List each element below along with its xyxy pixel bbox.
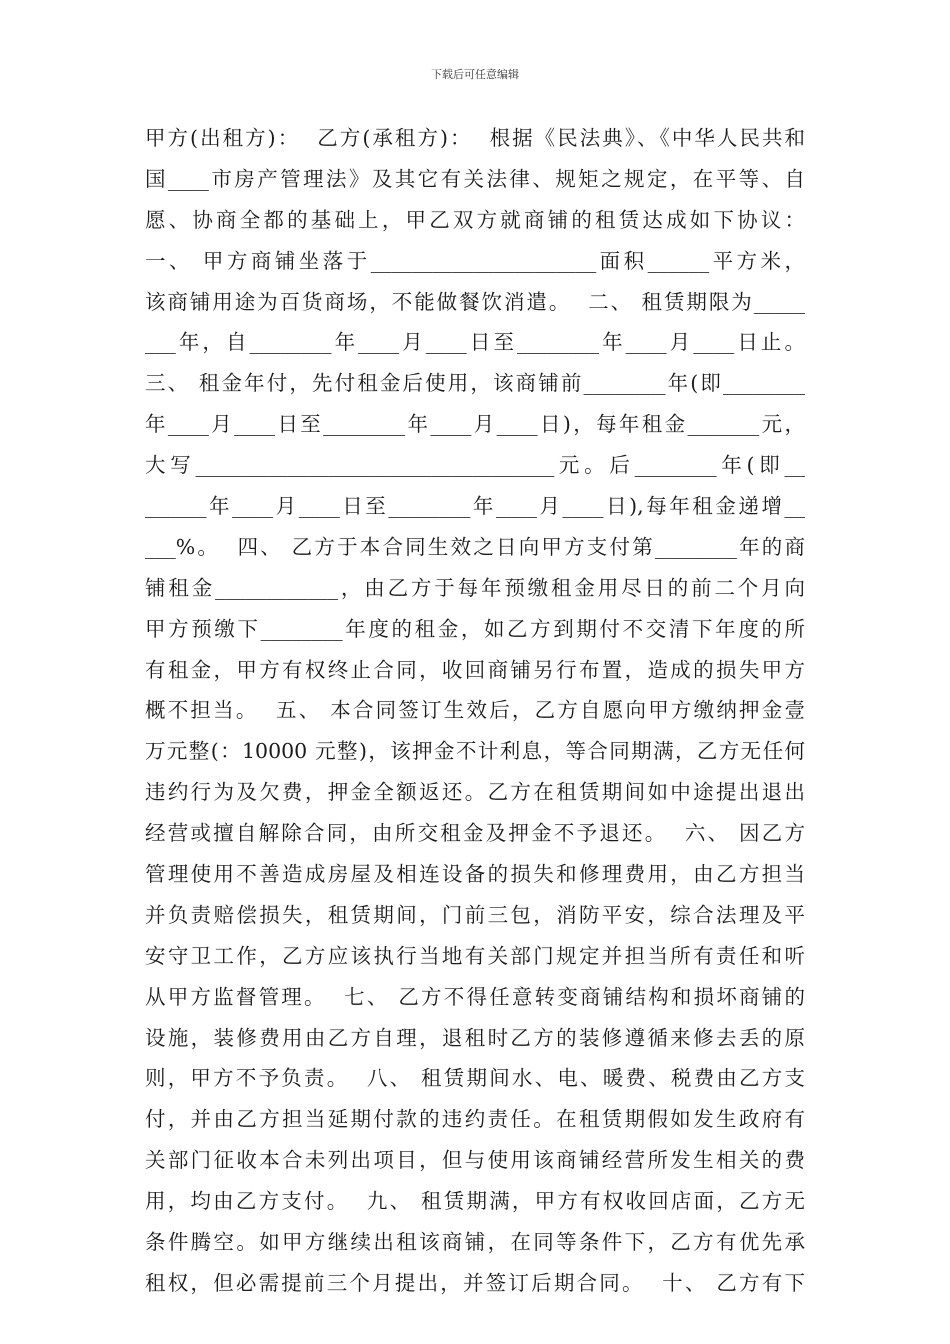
text-line: 一、 甲方商铺坐落于______________________面积______平方米， (145, 248, 805, 273)
text-line: 甲方(出租方)： 乙方(承租方)： 根据《民法典》、《中华人民共和 (145, 126, 805, 150)
text-line: ___%。 四、 乙方于本合同生效之日向甲方支付第________年的商 (145, 534, 805, 559)
contract-body (145, 118, 805, 1304)
text-line: 条件腾空。如甲方继续出租该商铺，在同等条件下，乙方有优先承 (145, 1230, 805, 1255)
text-line: 管理使用不善造成房屋及相连设备的损失和修理费用，由乙方担当 (145, 862, 805, 887)
text-line: 三、 租金年付，先付租金后使用，该商铺前________年(即________ (145, 371, 805, 396)
text-line: 有租金，甲方有权终止合同，收回商铺另行布置，造成的损失甲方 (145, 657, 805, 682)
text-line: 该商铺用途为百货商场，不能做餐饮消遣。 二、 租赁期限为_____ (145, 289, 805, 314)
text-line: 愿、协商全都的基础上，甲乙双方就商铺的租赁达成如下协议： (145, 207, 805, 232)
text-line: 安守卫工作，乙方应该执行当地有关部门规定并担当所有责任和听 (145, 943, 805, 968)
text-line: 付，并由乙方担当延期付款的违约责任。在租赁期假如发生政府有 (145, 1107, 805, 1132)
text-line: 租权，但必需提前三个月提出，并签订后期合同。 十、 乙方有下 (145, 1270, 805, 1295)
text-line: 设施，装修费用由乙方自理，退租时乙方的装修遵循来修去丢的原 (145, 1025, 805, 1050)
text-line: 用，均由乙方支付。 九、 租赁期满，甲方有权收回店面，乙方无 (145, 1189, 805, 1214)
text-line: 铺租金____________，由乙方于每年预缴租金用尽日的前二个月向 (145, 575, 805, 600)
text-line: 年____月____日至________年____月____日)，每年租金_______元， (145, 412, 805, 437)
text-line: 并负责赔偿损失，租赁期间，门前三包，消防平安，综合法理及平 (145, 902, 805, 927)
page-header-note: 下载后可任意编辑 (431, 68, 519, 81)
text-line: 违约行为及欠费，押金全额返还。乙方在租赁期间如中途提出退出 (145, 780, 805, 805)
text-line: 从甲方监督管理。 七、 乙方不得任意转变商铺结构和损坏商铺的 (145, 984, 805, 1009)
text-line: 经营或擅自解除合同，由所交租金及押金不予退还。 六、 因乙方 (145, 821, 805, 846)
text-line: 甲方预缴下________年度的租金，如乙方到期付不交清下年度的所 (145, 616, 805, 641)
text-line: 国____市房产管理法》及其它有关法律、规矩之规定，在平等、自 (145, 166, 805, 191)
text-line: 万元整(：10000 元整)，该押金不计利息，等合同期满，乙方无任何 (145, 739, 805, 764)
text-line: 概不担当。 五、 本合同签订生效后，乙方自愿向甲方缴纳押金壹 (145, 698, 805, 723)
text-line: ______年____月____日至________年____月____日),每年租金递增__ (145, 494, 805, 519)
text-line: 关部门征收本合未列出项目，但与使用该商铺经营所发生相关的费 (145, 1148, 805, 1173)
text-line: 大写___________________________________元。后________年(即__ (145, 453, 805, 478)
text-line: 则，甲方不予负责。 八、 租赁期间水、电、暖费、税费由乙方支 (145, 1066, 805, 1091)
text-line: ___年，自________年____月____日至________年____月____日止。 (145, 330, 805, 355)
